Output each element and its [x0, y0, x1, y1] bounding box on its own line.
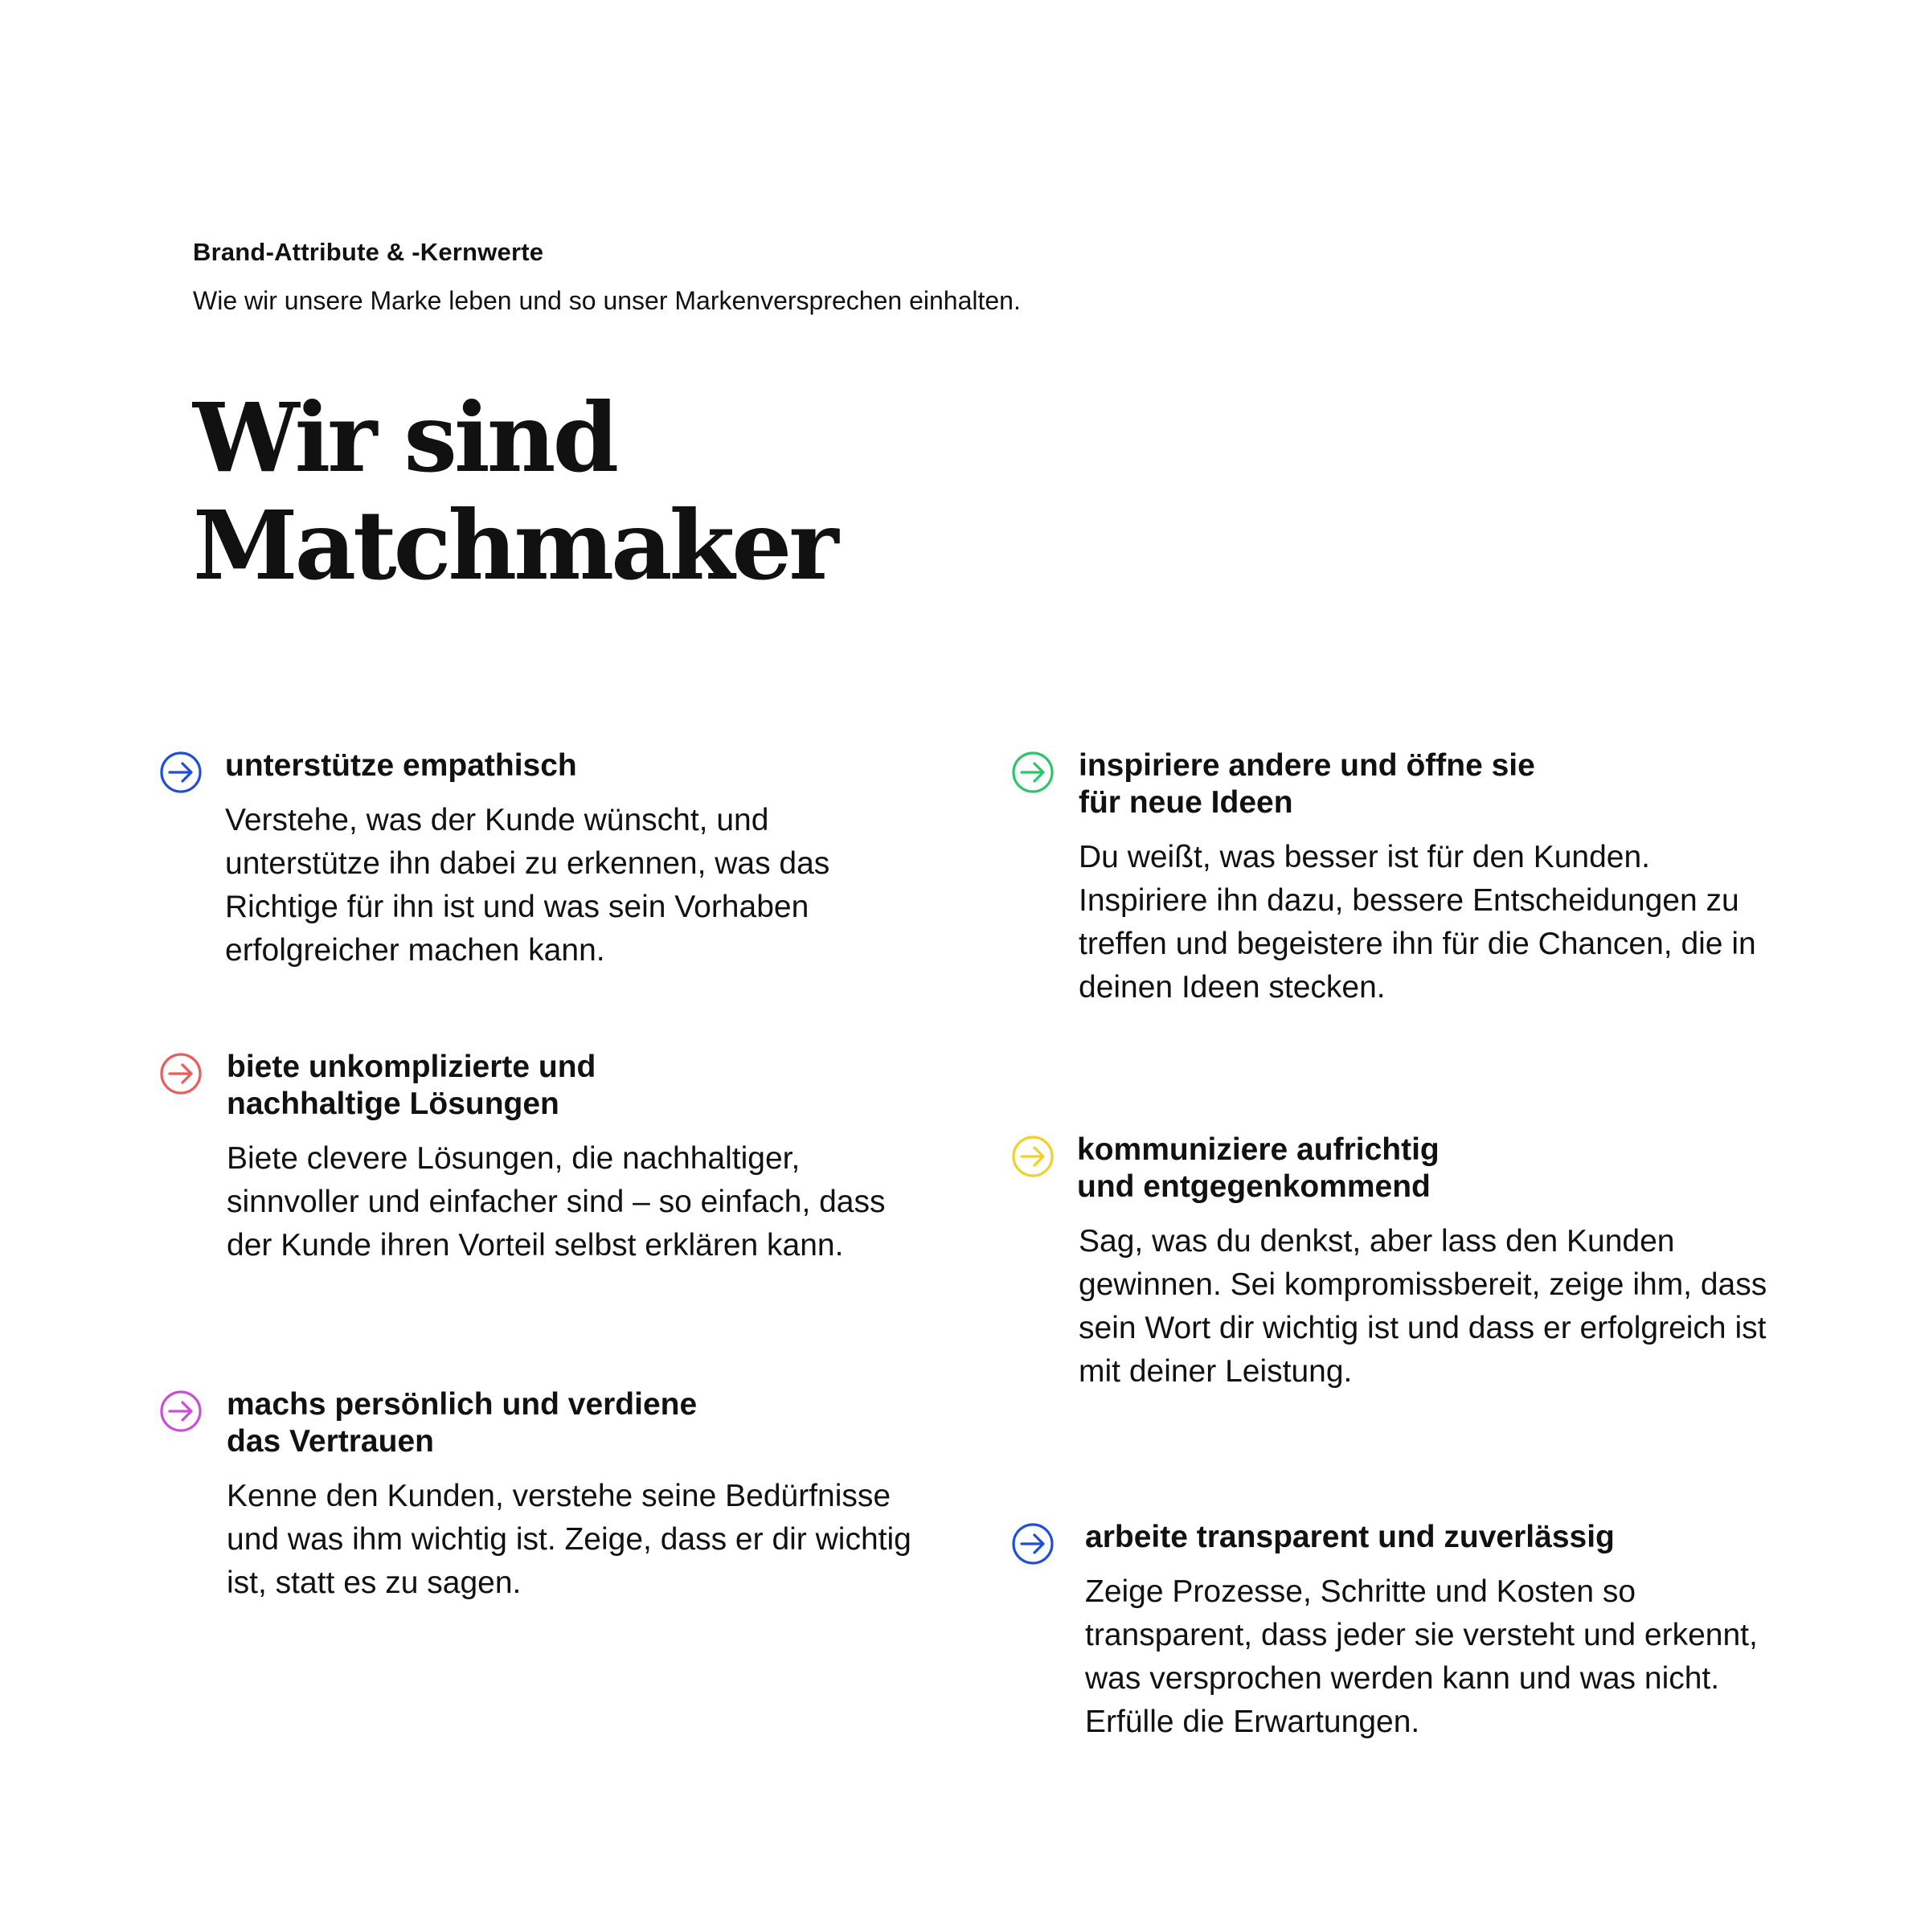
arrow-right-circle-icon: [159, 1390, 203, 1433]
page-title-line-1: Wir sind: [193, 382, 616, 493]
attribute-description: Zeige Prozesse, Schritte und Kosten so transparent, dass jeder sie versteht und erkennt, was versprochen werden kann und was nicht. Erfülle die Erwartungen.: [1085, 1574, 1758, 1739]
attribute-description: Sag, was du denkst, aber lass den Kunden gewinnen. Sei kompromissbereit, zeige ihm, dass sein Wort dir wichtig ist und dass er erfolgreich ist mit deiner Leistung.: [1079, 1224, 1767, 1389]
attribute-title: arbeite transparent und zuverlässig: [1085, 1520, 1615, 1554]
attribute-title: machs persönlich und verdiene das Vertrauen: [227, 1387, 698, 1459]
attribute-description: Biete clevere Lösungen, die nachhaltiger, sinnvoller und einfacher sind – so einfach, dass der Kunde ihren Vorteil selbst erklären kann.: [227, 1141, 886, 1263]
arrow-right-circle-icon: [1011, 1135, 1055, 1178]
page-title: [193, 384, 836, 600]
arrow-right-circle-icon: [159, 1052, 203, 1095]
arrow-right-circle-icon: [1011, 1522, 1055, 1566]
attribute-description: Du weißt, was besser ist für den Kunden. Inspiriere ihn dazu, bessere Entscheidungen zu treffen und begeistere ihn für die Chancen, die in deinen Ideen stecken.: [1079, 840, 1756, 1005]
attribute-title: inspiriere andere und öffne sie für neue Ideen: [1079, 748, 1535, 820]
page-title-line-2: Matchmaker: [193, 489, 836, 601]
section-subtitle: Wie wir unsere Marke leben und so unser Markenversprechen einhalten.: [193, 286, 1021, 315]
attribute-title: biete unkomplizierte und nachhaltige Lösungen: [227, 1050, 596, 1121]
arrow-right-circle-icon: [1011, 751, 1055, 794]
arrow-right-circle-icon: [159, 751, 203, 794]
attribute-description: Verstehe, was der Kunde wünscht, und unterstütze ihn dabei zu erkennen, was das Richtige für ihn ist und was sein Vorhaben erfolgreicher machen kann.: [225, 803, 830, 968]
attribute-description: Kenne den Kunden, verstehe seine Bedürfnisse und was ihm wichtig ist. Zeige, dass er dir wichtig ist, statt es zu sagen.: [227, 1479, 911, 1600]
attribute-title: unterstütze empathisch: [225, 748, 577, 783]
section-label: Brand-Attribute & -Kernwerte: [193, 238, 544, 266]
attribute-title: kommuniziere aufrichtig und entgegenkommend: [1077, 1132, 1440, 1204]
